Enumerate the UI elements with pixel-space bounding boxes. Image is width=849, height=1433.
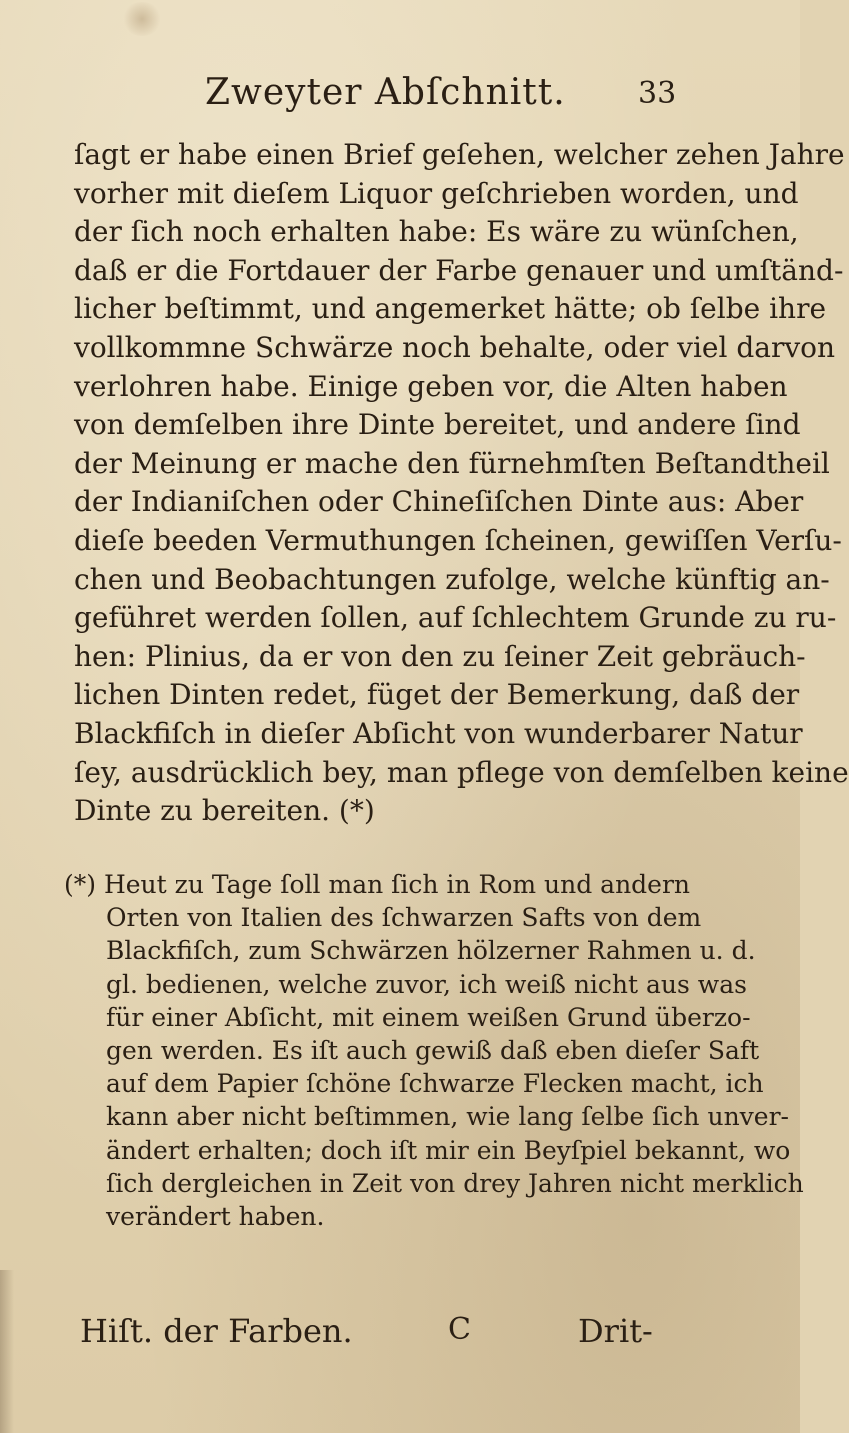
text-line: vorher mit dieſem Liquor geſchrieben worden, und: [74, 176, 799, 210]
text-line: Blackfiſch in dieſer Abſicht von wunderbarer Natur: [74, 716, 803, 750]
text-line: der ſich noch erhalten habe: Es wäre zu wünſchen,: [74, 215, 799, 249]
footnote-line: für einer Abſicht, mit einem weißen Grund überzo-: [106, 1002, 751, 1032]
main-text: [74, 136, 849, 831]
catchword: Drit-: [578, 1312, 653, 1350]
footnote-line: (*) Heut zu Tage ſoll man ſich in Rom und andern: [64, 870, 691, 899]
footnote-line: ändert erhalten; doch iſt mir ein Beyſpiel bekannt, wo: [106, 1135, 791, 1165]
running-title: Zweyter Abſchnitt.: [205, 72, 566, 113]
signature-title: Hiſt. der Farben.: [80, 1312, 353, 1350]
footnote-line: ſich dergleichen in Zeit von drey Jahren nicht merklich: [106, 1168, 804, 1198]
footnote: [64, 868, 804, 1233]
text-line: der Indianiſchen oder Chineſiſchen Dinte aus: Aber: [74, 485, 804, 519]
text-line: Dinte zu bereiten. (*): [74, 794, 375, 828]
text-line: hen: Plinius, da er von den zu ſeiner Zeit gebräuch-: [74, 639, 806, 673]
page-footer: [0, 1312, 800, 1362]
text-line: chen und Beobachtungen zufolge, welche künftig an-: [74, 562, 830, 596]
text-line: licher beſtimmt, und angemerket hätte; ob ſelbe ihre: [74, 292, 827, 326]
paper-stain: [122, 2, 162, 36]
page-header: [0, 72, 800, 122]
text-line: der Meinung er mache den fürnehmſten Beſtandtheil: [74, 446, 830, 480]
text-line: daß er die Fortdauer der Farbe genauer und umſtänd-: [74, 253, 844, 287]
footnote-line: gl. bedienen, welche zuvor, ich weiß nicht aus was: [106, 969, 747, 999]
footnote-line: kann aber nicht beſtimmen, wie lang ſelbe ſich unver-: [106, 1102, 789, 1132]
signature-letter: C: [448, 1312, 471, 1347]
text-line: vollkommne Schwärze noch behalte, oder viel darvon: [74, 330, 836, 364]
text-line: ſagt er habe einen Brief geſehen, welcher zehen Jahre: [74, 138, 845, 171]
footnote-line: gen werden. Es iſt auch gewiß daß eben dieſer Saft: [106, 1036, 760, 1066]
footnote-line: verändert haben.: [106, 1202, 325, 1232]
text-line: dieſe beeden Vermuthungen ſcheinen, gewiſſen Verſu-: [74, 523, 842, 557]
footnote-line: Blackfiſch, zum Schwärzen hölzerner Rahmen u. d.: [106, 936, 756, 966]
text-line: von demſelben ihre Dinte bereitet, und andere ſind: [74, 408, 801, 442]
text-line: lichen Dinten redet, füget der Bemerkung, daß der: [74, 678, 800, 712]
text-line: geführet werden ſollen, auf ſchlechtem Grunde zu ru-: [74, 601, 837, 635]
text-line: verlohren habe. Einige geben vor, die Alten haben: [74, 369, 788, 403]
page-number: 33: [638, 76, 677, 111]
text-line: ſey, ausdrücklich bey, man pflege von demſelben keine: [74, 755, 849, 789]
footnote-line: auf dem Papier ſchöne ſchwarze Flecken macht, ich: [106, 1069, 764, 1099]
footnote-line: Orten von Italien des ſchwarzen Safts von dem: [106, 903, 702, 933]
